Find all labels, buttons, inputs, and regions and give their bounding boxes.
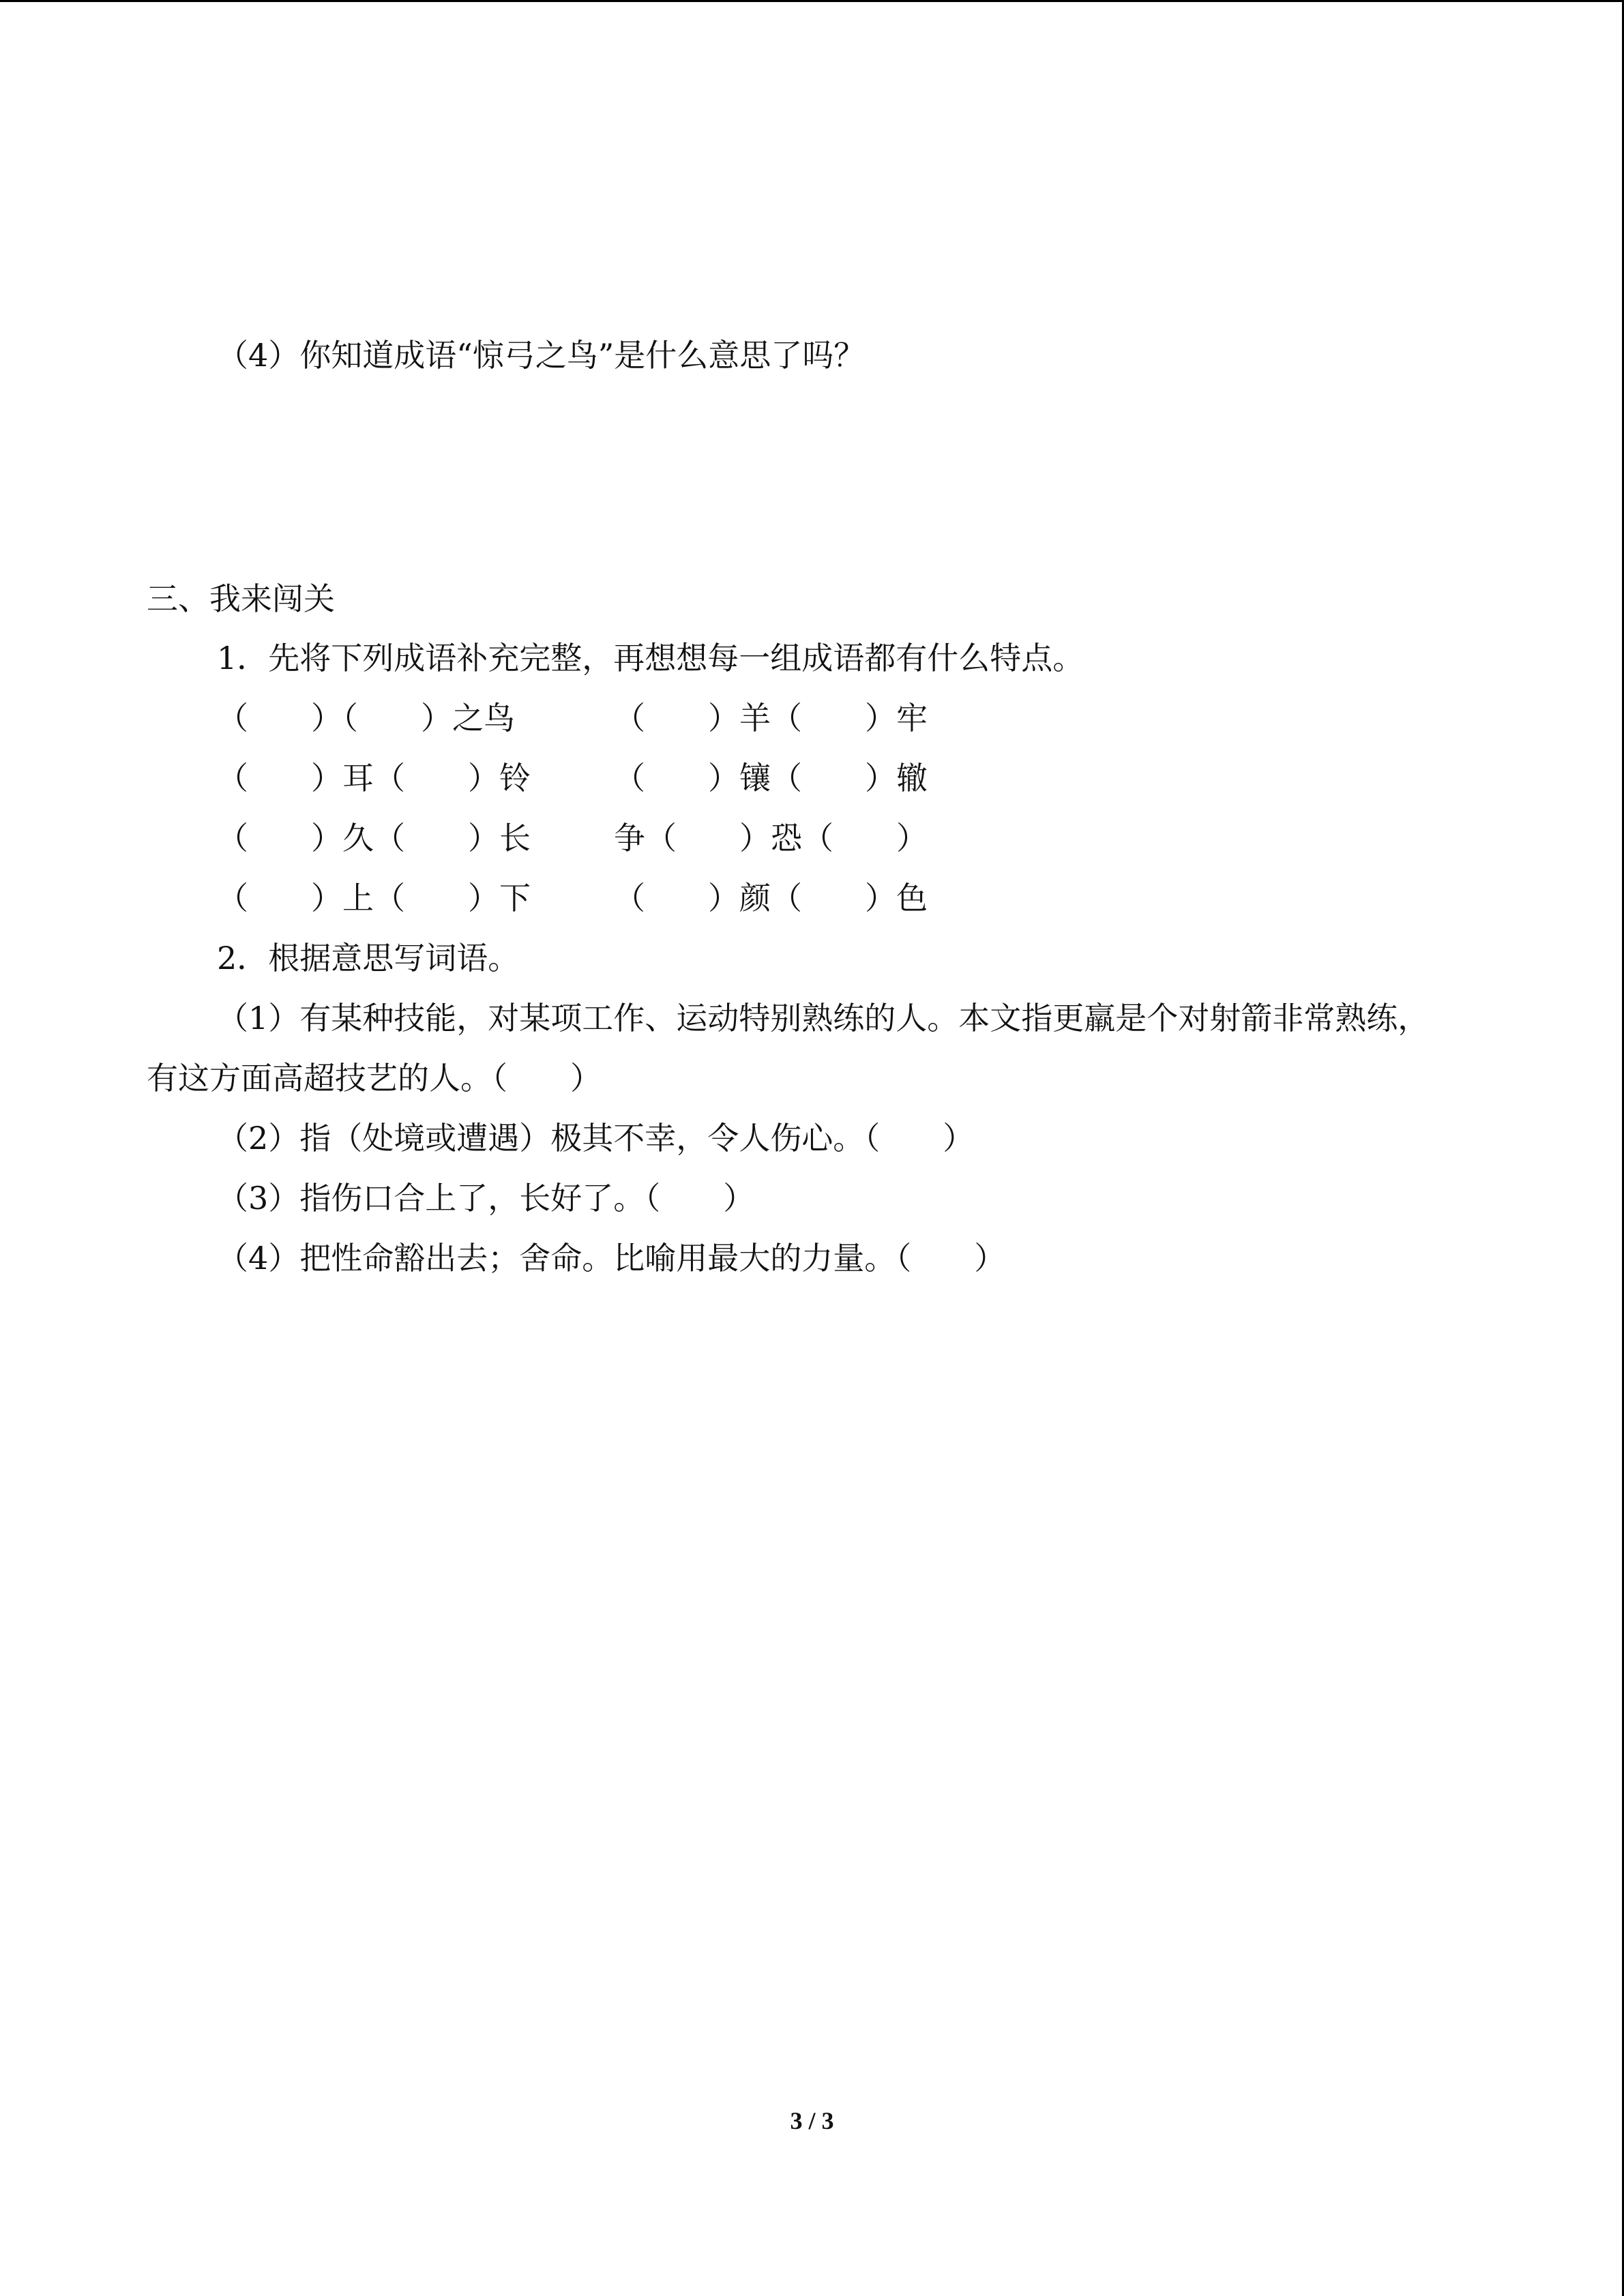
idiom-blank-3a: （ ）久（ ）长: [217, 820, 531, 856]
q1-prompt: 1．先将下列成语补充完整，再想想每一组成语都有什么特点。: [217, 640, 1084, 676]
idiom-blank-2a: （ ）耳（ ）铃: [217, 760, 531, 796]
idiom-blank-4b: （ ）颜（ ）色: [614, 880, 928, 916]
page-number: 3 / 3: [790, 2107, 834, 2134]
q2-item-1-line-2: 有这方面高超技艺的人。（ ）: [147, 1060, 602, 1097]
idiom-blank-3b: 争（ ）恐（ ）: [614, 820, 928, 856]
q2-prompt: 2．根据意思写词语。: [217, 940, 520, 976]
question-4-intro: （4）你知道成语“惊弓之鸟”是什么意思了吗？: [217, 337, 866, 374]
q2-item-4: （4）把性命豁出去；舍命。比喻用最大的力量。（ ）: [217, 1240, 1006, 1277]
idiom-blank-1b: （ ）羊（ ）牢: [614, 700, 928, 736]
q2-item-3: （3）指伤口合上了，长好了。（ ）: [217, 1180, 755, 1217]
section-3-title: 三、我来闯关: [147, 580, 335, 617]
q2-item-2: （2）指（处境或遭遇）极其不幸，令人伤心。（ ）: [217, 1120, 975, 1157]
idiom-blank-1a: （ ）（ ）之鸟: [217, 700, 515, 736]
idiom-blank-2b: （ ）镶（ ）辙: [614, 760, 928, 796]
idiom-blank-4a: （ ）上（ ）下: [217, 880, 531, 916]
q2-item-1-line-1: （1）有某种技能，对某项工作、运动特别熟练的人。本文指更羸是个对射箭非常熟练，: [217, 1000, 1430, 1037]
